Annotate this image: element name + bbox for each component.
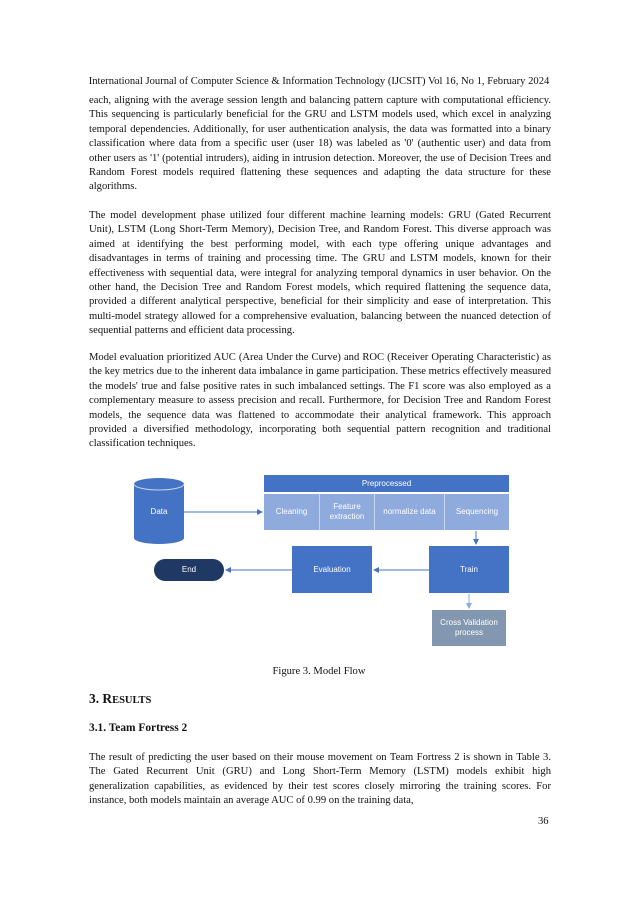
preprocessed-header-box: Preprocessed <box>264 475 509 492</box>
running-header: International Journal of Computer Science & Information Technology (IJCSIT) Vol 16, No 1, February 2024 <box>88 76 550 87</box>
paragraph-model-evaluation: Model evaluation prioritized AUC (Area Under the Curve) and ROC (Receiver Operating Characteristic) as the key metrics due to the inherent data imbalance in game participation. These metrics effectively measured the models' true and false positive rates in such imbalanced settings. The F1 score was also employed as a complementary measure to assess precision and recall. Furthermore, for Decision Tree and Random Forest models, the sequence data was flattened to accommodate their analytical framework. This approach provided a diversified methodology, incorporating both sequential pattern recognition and traditional classification techniques. <box>89 352 551 450</box>
cleaning-box: Cleaning <box>264 494 319 530</box>
train-box: Train <box>429 546 509 593</box>
section-title-initial: R <box>102 691 113 706</box>
section-heading <box>89 691 151 707</box>
subsection-heading: 3.1. Team Fortress 2 <box>89 722 188 734</box>
data-label: Data <box>150 507 168 516</box>
page-number: 36 <box>538 816 549 827</box>
evaluation-box: Evaluation <box>292 546 372 593</box>
paragraph-model-development: The model development phase utilized four different machine learning models: GRU (Gated Recurrent Unit), LSTM (Long Short-Term Memory), Decision Tree, and Random Forest. This diverse approach was aimed at identifying the best performing model, with each type offering unique advantages and disadvantages in terms of training and processing time. The GRU and LSTM models, known for their effectiveness with sequential data, were integral for analyzing temporal dynamics in user behavior. On the other hand, the Decision Tree and Random Forest models, which required flattening the sequence data, provided a different analytical perspective, beneficial for their simplicity and ease of interpretation. This multi-model strategy allowed for a comprehensive evaluation, balancing between the nuanced detection of sequential patterns and efficient data processing. <box>89 210 551 337</box>
cross-validation-box: Cross Validation process <box>432 610 506 646</box>
normalize-data-box: normalize data <box>374 494 444 530</box>
end-terminal: End <box>154 559 224 581</box>
section-title-rest: ESULTS <box>112 695 152 706</box>
paragraph-data-formatting: each, aligning with the average session length and balancing pattern capture with computational efficiency. This sequencing is particularly beneficial for the GRU and LSTM models used, which excel in analyzing temporal dependencies. Additionally, for user authentication analysis, the data was formatted into a binary classification where data from a specific user (user 18) was labeled as '0' (authentic user) and data from other users as '1' (potential intruders), aiding in intrusion detection. Moreover, the use of Decision Trees and Random Forest models required flattening these sequences and adapting the data structure for these algorithms. <box>89 95 551 193</box>
section-number: 3. <box>89 691 100 706</box>
sequencing-box: Sequencing <box>444 494 509 530</box>
paragraph-team-fortress-results: The result of predicting the user based on their mouse movement on Team Fortress 2 is shown in Table 3. The Gated Recurrent Unit (GRU) and Long Short-Term Memory (LSTM) models exhibit high generalization capabilities, as evidenced by their test scores closely mirroring the training scores. For instance, both models maintain an average AUC of 0.99 on the training data, <box>89 752 551 807</box>
figure-caption: Figure 3. Model Flow <box>272 666 366 677</box>
feature-extraction-box: Feature extraction <box>319 494 374 530</box>
